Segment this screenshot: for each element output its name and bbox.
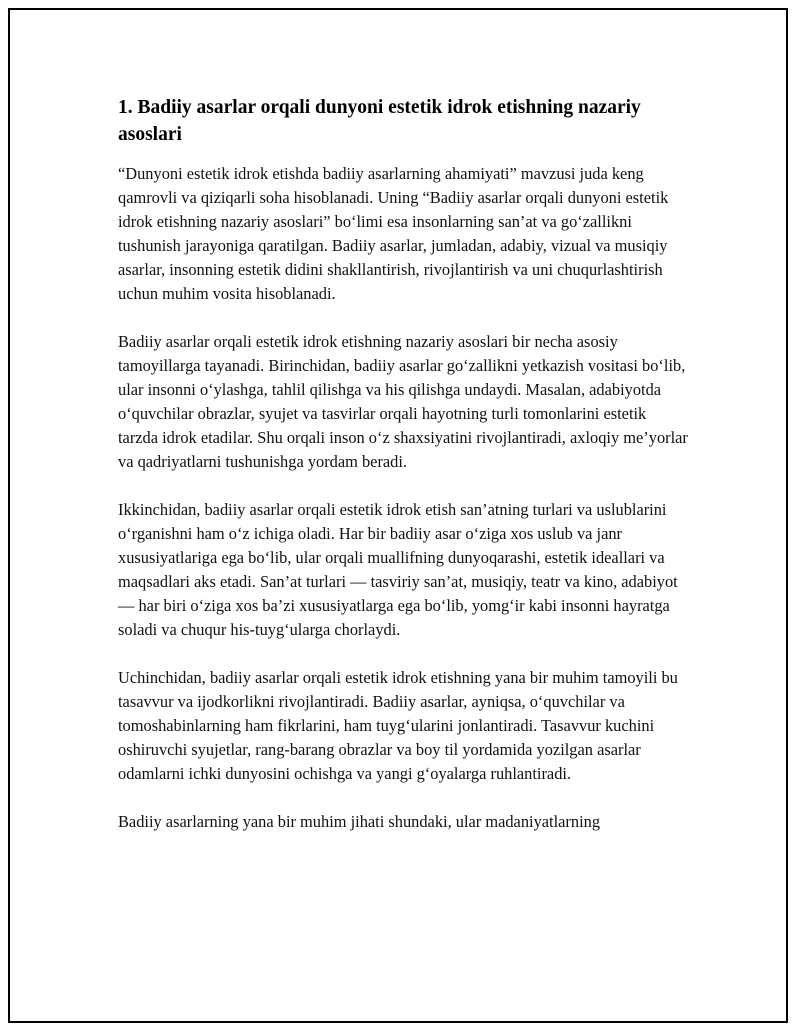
paragraph-4: Uchinchidan, badiiy asarlar orqali estetik idrok etishning yana bir muhim tamoyili bu tasavvur va ijodkorlikni rivojlantiradi. Badiiy asarlar, ayniqsa, o‘quvchilar va tomoshabinlarning ham fikrlarini, ham tuyg‘ularini jonlantiradi. Tasavvur kuchini oshiruvchi syujetlar, rang-barang obrazlar va boy til yordamida yozilgan asarlar odamlarni ichki dunyosini ochishga va yangi g‘oyalarga ruhlantiradi. [118,668,678,783]
document-body [118,94,690,858]
paragraph-3: Ikkinchidan, badiiy asarlar orqali estetik idrok etish san’atning turlari va uslublarini o‘rganishni ham o‘z ichiga oladi. Har bir badiiy asar o‘ziga xos uslub va janr xususiyatlariga ega bo‘lib, ular orqali muallifning dunyoqarashi, estetik ideallari va maqsadlari aks etadi. San’at turlari — tasviriy san’at, musiqiy, teatr va kino, adabiyot — har biri o‘ziga xos ba’zi xususiyatlarga ega bo‘lib, yomg‘ir kabi insonni hayratga soladi va chuqur his-tuyg‘ularga chorlaydi. [118,500,678,639]
paragraph-5: Badiiy asarlarning yana bir muhim jihati shundaki, ular madaniyatlarning [118,812,601,831]
paragraph-2: Badiiy asarlar orqali estetik idrok etishning nazariy asoslari bir necha asosiy tamoyillarga tayanadi. Birinchidan, badiiy asarlar go‘zallikni yetkazish vositasi bo‘lib, ular insonni o‘ylashga, tahlil qilishga va his qilishga undaydi. Masalan, adabiyotda o‘quvchilar obrazlar, syujet va tasvirlar orqali hayotning turli tomonlarini estetik tarzda idrok etadilar. Shu orqali inson o‘z shaxsiyatini rivojlantiradi, axloqiy me’yorlar va qadriyatlarni tushunishga yordam beradi. [118,332,688,471]
paragraph-1: “Dunyoni estetik idrok etishda badiiy asarlarning ahamiyati” mavzusi juda keng qamrovli va qiziqarli soha hisoblanadi. Uning “Badiiy asarlar orqali dunyoni estetik idrok etishning nazariy asoslari” bo‘limi esa insonlarning san’at va go‘zallikni tushunish jarayoniga qaratilgan. Badiiy asarlar, jumladan, adabiy, vizual va musiqiy asarlar, insonning estetik didini shakllantirish, rivojlantirish va uni chuqurlashtirish uchun muhim vosita hisoblanadi. [118,164,669,303]
section-title: 1. Badiiy asarlar orqali dunyoni estetik idrok etishning nazariy asoslari [118,97,641,145]
